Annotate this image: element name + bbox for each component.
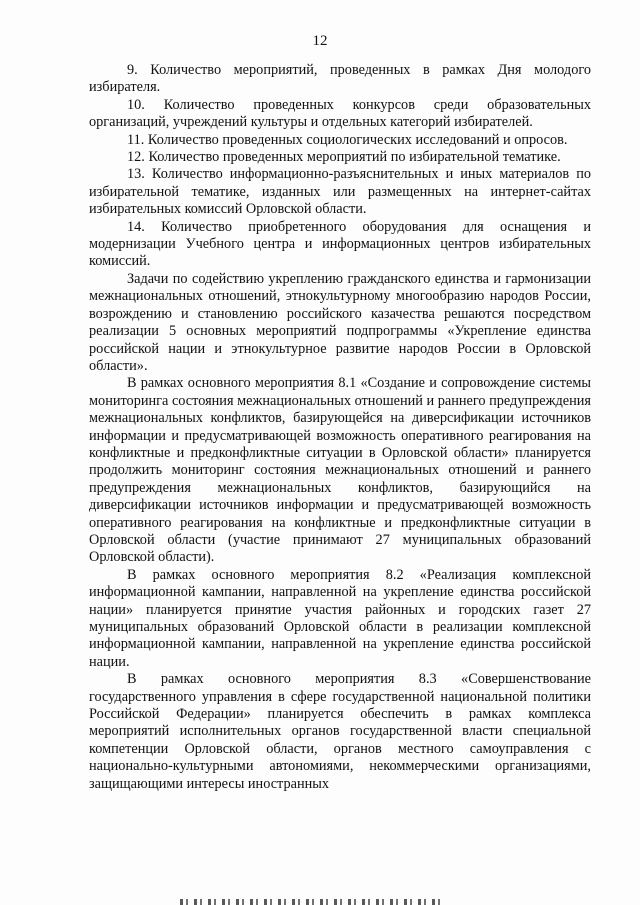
- paragraph-item-9: 9. Количество мероприятий, проведенных в рамках Дня молодого избирателя.: [89, 62, 591, 96]
- paragraph-measure-8-2: В рамках основного мероприятия 8.2 «Реализация комплексной информационной кампании, направленной на укрепление единства российской нации» планируется принятие участия районных и городских газет 27 муниципальных образований Орловской области в реализации комплексной информационной кампании, направленной на укрепление единства российской нации.: [89, 566, 591, 670]
- paragraph-item-11: 11. Количество проведенных социологических исследований и опросов.: [127, 131, 568, 148]
- paragraph-measure-8-3: В рамках основного мероприятия 8.3 «Совершенствование государственного управления в сфере государственной национальной политики Российской Федерации» планируется обеспечить в рамках комплекса мероприятий исполнительных органов государственной власти специальной компетенции Орловской области, органов местного самоуправления с национально-культурными автономиями, некоммерческими организациями, защищающими интересы иностранных: [89, 671, 591, 792]
- paragraph-item-10: 10. Количество проведенных конкурсов среди образовательных организаций, учреждений культуры и отдельных категорий избирателей.: [89, 96, 591, 131]
- paragraph-tasks: Задачи по содействию укреплению гражданского единства и гармонизации межнациональных отношений, этнокультурному многообразию народов России, возрождению и становлению российского казачества решаются посредством реализации 5 основных мероприятий подпрограммы «Укрепление единства российской нации и этнокультурное развитие народов России в Орловской области».: [89, 270, 591, 374]
- paragraph-item-12: 12. Количество проведенных мероприятий по избирательной тематике.: [127, 149, 561, 166]
- paragraph-item-13: 13. Количество информационно-разъяснительных и иных материалов по избирательной тематике, изданных или размещенных на интернет-сайтах избирательных комиссий Орловской области.: [89, 166, 591, 218]
- paragraph-item-14: 14. Количество приобретенного оборудования для оснащения и модернизации Учебного центра и информационных центров избирательных комиссий.: [89, 218, 591, 270]
- paragraph-measure-8-1: В рамках основного мероприятия 8.1 «Создание и сопровождение системы мониторинга состояния межнациональных отношений и раннего предупреждения межнациональных конфликтов, базирующейся на диверсификации источников информации и предусматривающей возможность оперативного реагирования на конфликтные и предконфликтные ситуации в Орловской области» планируется продолжить мониторинг состояния межнациональных отношений и раннего предупреждения межнациональных конфликтов, базирующийся на диверсификации источников информации и предусматривающей возможность оперативного реагирования на конфликтные и предконфликтные ситуации в Орловской области (участие принимают 27 муниципальных образований Орловской области).: [89, 375, 591, 566]
- scan-edge-artifact: [180, 899, 440, 905]
- document-body: [89, 62, 591, 793]
- page-number: 12: [312, 33, 328, 49]
